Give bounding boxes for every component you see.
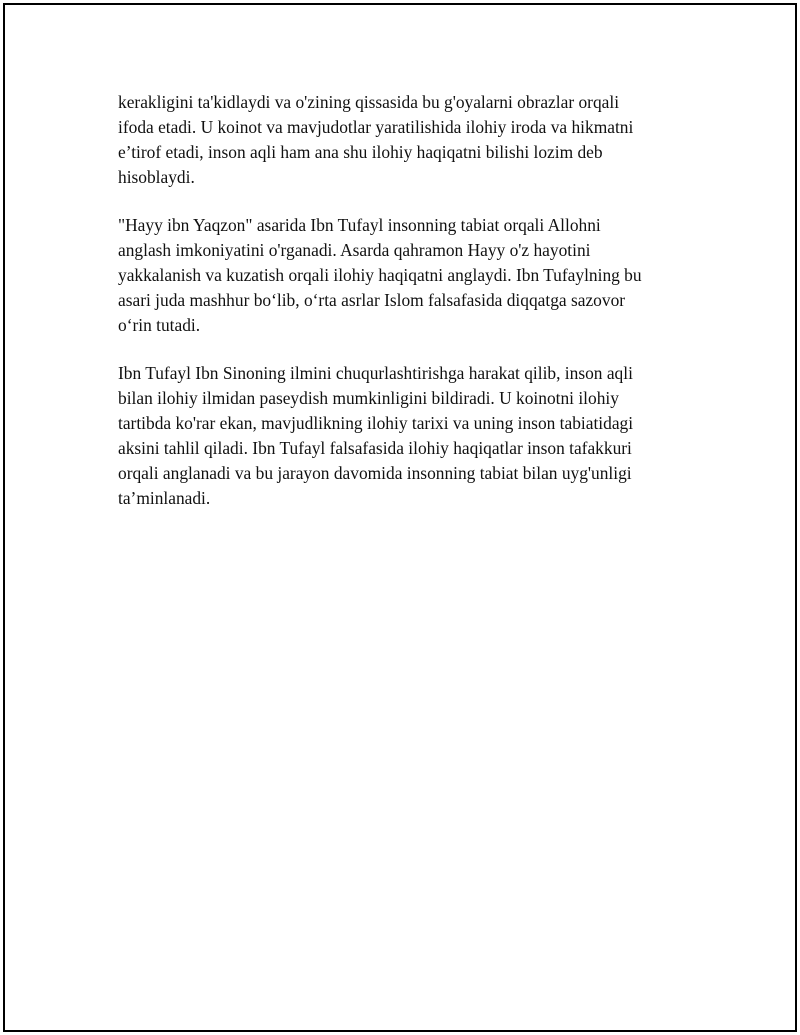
paragraph-3: Ibn Tufayl Ibn Sinoning ilmini chuqurlashtirishga harakat qilib, inson aqli bilan ilohiy ilmidan paseydish mumkinligini bildiradi. U koinotni ilohiy tartibda ko'rar ekan, mavjudlikning ilohiy tarixi va uning inson tabiatidagi aksini tahlil qiladi. Ibn Tufayl falsafasida ilohiy haqiqatlar inson tafakkuri orqali anglanadi va bu jarayon davomida insonning tabiat bilan uyg'unligi ta’minlanadi. [118,363,634,508]
paragraph-1: kerakligini ta'kidlaydi va o'zining qissasida bu g'oyalarni obrazlar orqali ifoda etadi. U koinot va mavjudotlar yaratilishida ilohiy iroda va hikmatni e’tirof etadi, inson aqli ham ana shu ilohiy haqiqatni bilishi lozim deb hisoblaydi. [118,92,634,187]
paragraph-2: "Hayy ibn Yaqzon" asarida Ibn Tufayl insonning tabiat orqali Allohni anglash imkoniyatini o'rganadi. Asarda qahramon Hayy o'z hayotini yakkalanish va kuzatish orqali ilohiy haqiqatni anglaydi. Ibn Tufaylning bu asari juda mashhur bo‘lib, o‘rta asrlar Islom falsafasida diqqatga sazovor o‘rin tutadi. [118,215,642,335]
document-body [118,90,678,534]
